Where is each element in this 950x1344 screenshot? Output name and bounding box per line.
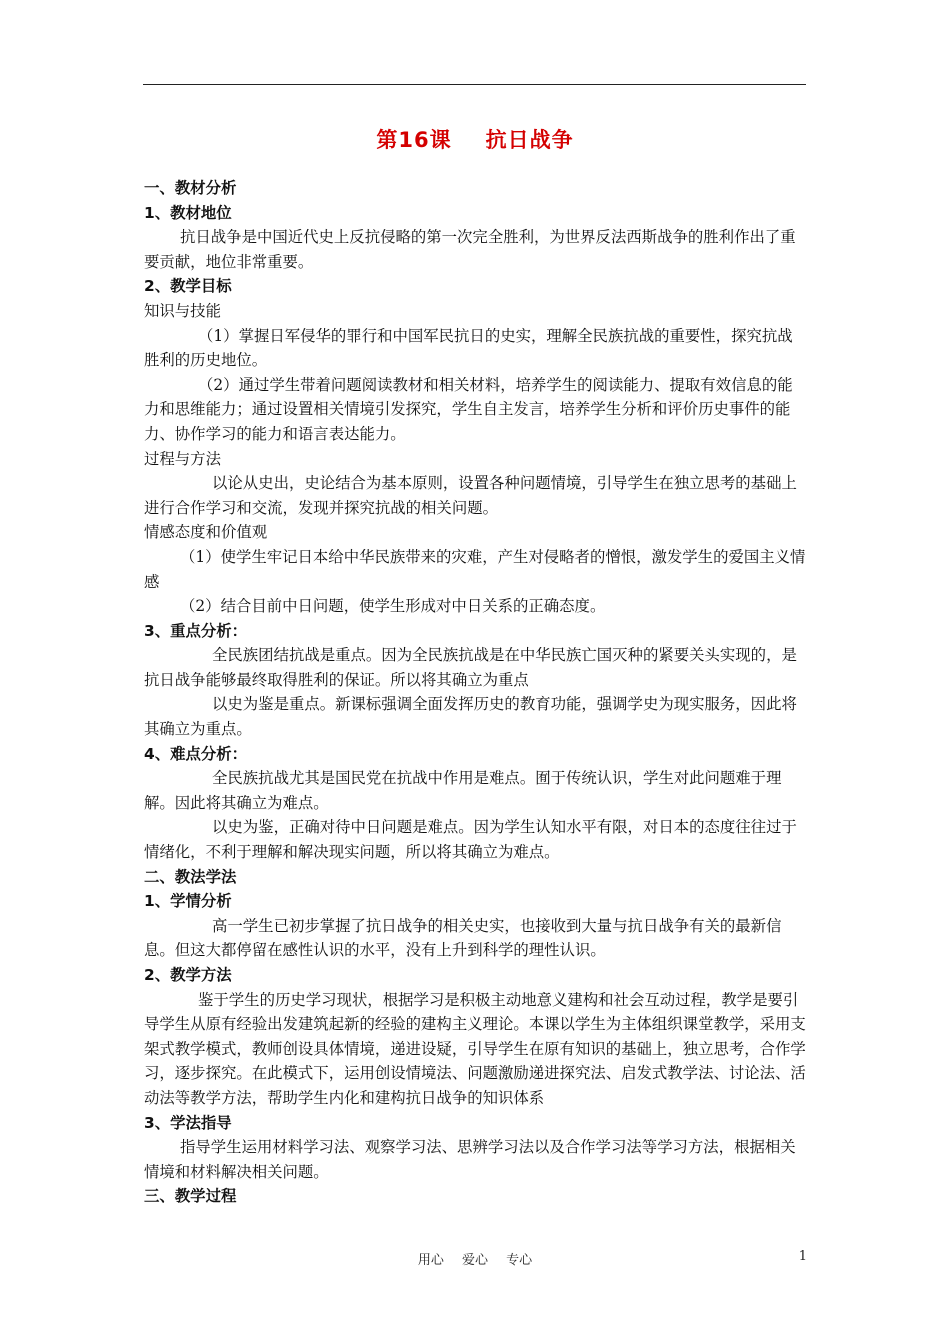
paragraph: 抗日战争是中国近代史上反抗侵略的第一次完全胜利，为世界反法西斯战争的胜利作出了重要贡献，地位非常重要。 [144, 228, 796, 271]
paragraph: 高一学生已初步掌握了抗日战争的相关史实，也接收到大量与抗日战争有关的最新信息。但这大都停留在感性认识的水平，没有上升到科学的理性认识。 [144, 916, 782, 960]
paragraph: 指导学生运用材料学习法、观察学习法、思辨学习法以及合作学习法等学习方法，根据相关情境和材料解决相关问题。 [144, 1138, 796, 1181]
section-heading: 2、教学方法 [144, 966, 232, 984]
paragraph: 全民族团结抗战是重点。因为全民族抗战是在中华民族亡国灭种的紧要关头实现的，是抗日战争能够最终取得胜利的保证。所以将其确立为重点 [144, 646, 797, 689]
paragraph: 以论从史出，史论结合为基本原则，设置各种问题情境，引导学生在独立思考的基础上进行合作学习和交流，发现并探究抗战的相关问题。 [144, 474, 797, 517]
paragraph: 知识与技能 [144, 301, 221, 320]
section-heading: 2、教学目标 [144, 277, 232, 296]
title-lesson: 第16课 [376, 128, 452, 152]
paragraph: （2）结合目前中日问题，使学生形成对中日关系的正确态度。 [180, 597, 606, 616]
section-heading: 一、教材分析 [144, 179, 237, 197]
section-heading: 二、教法学法 [144, 867, 237, 886]
document-body [144, 176, 808, 1209]
paragraph: （1）掌握日军侵华的罪行和中国军民抗日的史实，理解全民族抗战的重要性，探究抗战胜利的历史地位。 [144, 326, 793, 370]
paragraph: （2）通过学生带着问题阅读教材和相关材料，培养学生的阅读能力、提取有效信息的能力和思维能力；通过设置相关情境引发探究，学生自主发言，培养学生分析和评价历史事件的能力、协作学习的能力和语言表达能力。 [144, 375, 793, 443]
section-heading: 三、教学过程 [144, 1187, 237, 1206]
section-heading: 3、学法指导 [144, 1113, 232, 1132]
paragraph: 情感态度和价值观 [144, 523, 268, 542]
header-rule [143, 84, 806, 85]
paragraph: 过程与方法 [144, 449, 221, 468]
paragraph: 以史为鉴，正确对待中日问题是难点。因为学生认知水平有限，对日本的态度往往过于情绪化，不利于理解和解决现实问题，所以将其确立为难点。 [144, 818, 797, 862]
section-heading: 1、学情分析 [144, 892, 232, 911]
section-heading: 3、重点分析： [144, 621, 248, 640]
footer-motto: 用心 爱心 专心 [417, 1253, 533, 1268]
paragraph: 鉴于学生的历史学习现状，根据学习是积极主动地意义建构和社会互动过程，教学是要引导学生从原有经验出发建筑起新的经验的建构主义理论。本课以学生为主体组织课堂教学，采用支架式教学模式，教师创设具体情境，递进设疑，引导学生在原有知识的基础上，独立思考，合作学习，逐步探究。在此模式下，运用创设情境法、问题激励递进探究法、启发式教学法、讨论法、活动法等教学方法，帮助学生内化和建构抗日战争的知识体系 [144, 990, 806, 1107]
page-title [0, 124, 950, 154]
paragraph: （1）使学生牢记日本给中华民族带来的灾难，产生对侵略者的憎恨，激发学生的爱国主义情感 [144, 547, 806, 591]
section-heading: 4、难点分析： [144, 744, 248, 763]
paragraph: 全民族抗战尤其是国民党在抗战中作用是难点。囿于传统认识，学生对此问题难于理解。因此将其确立为难点。 [144, 769, 782, 812]
title-topic: 抗日战争 [485, 128, 574, 152]
page-number: 1 [798, 1249, 807, 1264]
paragraph: 以史为鉴是重点。新课标强调全面发挥历史的教育功能，强调学史为现实服务，因此将其确立为重点。 [144, 695, 797, 739]
section-heading: 1、教材地位 [144, 203, 232, 222]
